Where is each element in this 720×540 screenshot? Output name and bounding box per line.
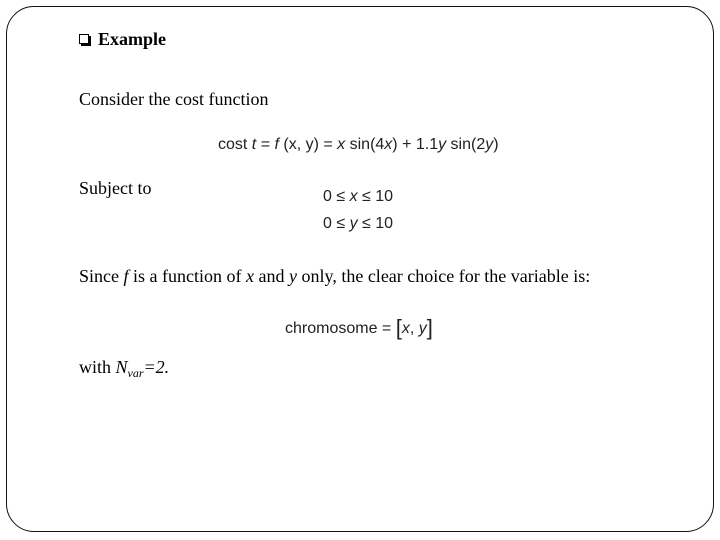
constraint-low: 0 ≤ bbox=[323, 215, 350, 232]
text-part: Since bbox=[79, 266, 124, 286]
checkbox-bullet-icon bbox=[79, 34, 89, 44]
var-y: y bbox=[438, 136, 447, 153]
comma: , bbox=[409, 320, 419, 337]
coefficient: ) + 1.1 bbox=[392, 136, 439, 153]
intro-text: Consider the cost function bbox=[79, 89, 269, 109]
sin-term-2: sin(2 bbox=[446, 136, 486, 153]
var-f: f bbox=[123, 266, 129, 286]
text-part: is a function of bbox=[128, 266, 246, 286]
var-x: x bbox=[401, 320, 410, 337]
equals-sign: = bbox=[256, 136, 275, 153]
close-bracket: ] bbox=[426, 315, 433, 340]
example-heading bbox=[79, 28, 166, 50]
function-f: f bbox=[274, 136, 279, 153]
var-y: y bbox=[418, 320, 427, 337]
text-part: only, the clear choice for the variable is: bbox=[297, 266, 591, 286]
chromosome-label: chromosome = bbox=[285, 320, 396, 337]
var-n: N bbox=[115, 357, 128, 377]
constraint-low: 0 ≤ bbox=[323, 188, 350, 205]
constraint-y bbox=[323, 214, 393, 234]
constraint-var: x bbox=[349, 188, 358, 205]
var-y: y bbox=[485, 136, 494, 153]
constraint-high: ≤ 10 bbox=[357, 188, 394, 205]
cost-function-equation bbox=[218, 135, 499, 155]
function-args: (x, y) = bbox=[278, 136, 338, 153]
since-text bbox=[79, 265, 590, 287]
var-y: y bbox=[289, 266, 297, 286]
constraint-high: ≤ 10 bbox=[357, 215, 394, 232]
sin-term-1: sin(4 bbox=[345, 136, 385, 153]
subject-to-text: Subject to bbox=[79, 178, 152, 198]
nvar-value: =2. bbox=[143, 357, 170, 377]
var-x: x bbox=[384, 136, 393, 153]
subscript-var: var bbox=[127, 366, 144, 380]
constraint-var: y bbox=[349, 215, 358, 232]
chromosome-equation bbox=[285, 315, 433, 340]
cost-label: cost bbox=[218, 136, 248, 153]
var-x: x bbox=[337, 136, 346, 153]
text-part: and bbox=[254, 266, 289, 286]
var-t: t bbox=[251, 136, 257, 153]
text-part: with bbox=[79, 357, 116, 377]
close-paren: ) bbox=[493, 136, 499, 153]
var-x: x bbox=[246, 266, 254, 286]
with-nvar-text bbox=[79, 356, 169, 378]
heading-label: Example bbox=[98, 29, 167, 49]
constraint-x bbox=[323, 187, 393, 207]
open-bracket: [ bbox=[395, 315, 402, 340]
